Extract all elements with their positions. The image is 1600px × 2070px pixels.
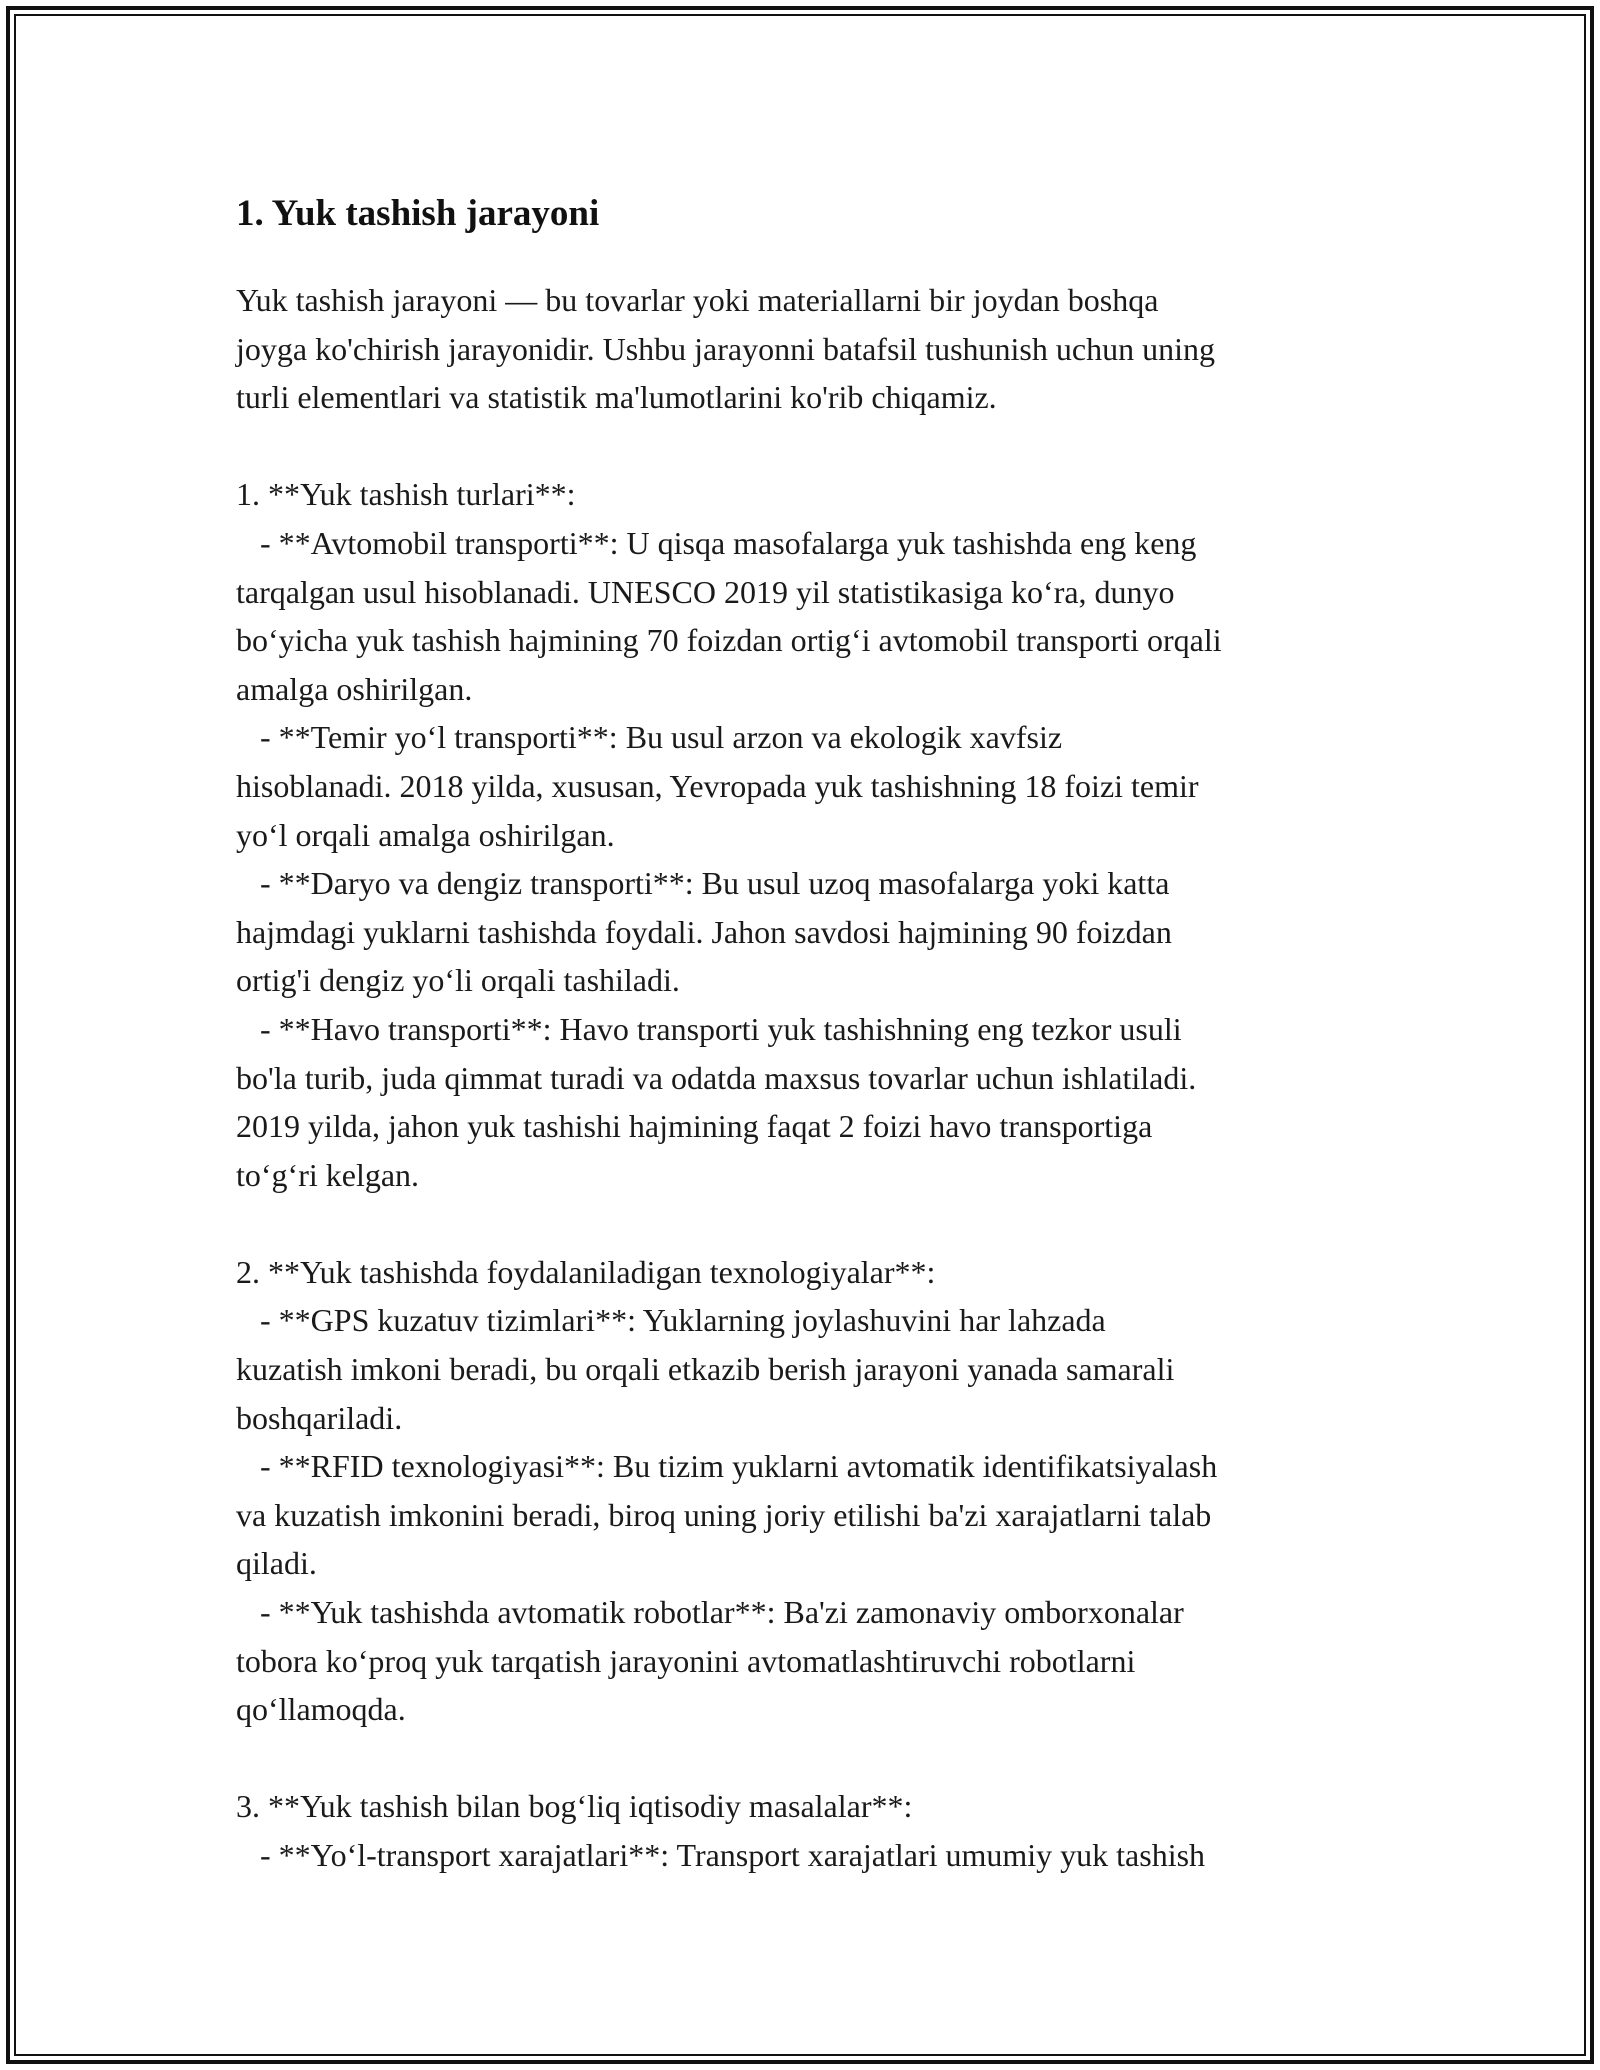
- document-title: 1. Yuk tashish jarayoni: [236, 193, 600, 234]
- document-body: Yuk tashish jarayoni — bu tovarlar yoki materiallarni bir joydan boshqa joyga ko'chirish jarayonidir. Ushbu jarayonni batafsil tushunish uchun uning turli elementlari va statistik ma'lumotlarini ko'rib chiqamiz. 1. **Yuk tashish turlari**: - **Avtomobil transporti**: U qisqa masofalarga yuk tashishda eng keng tarqalgan usul hisoblanadi. UNESCO 2019 yil statistikasiga koʻra, dunyo boʻyicha yuk tashish hajmining 70 foizdan ortigʻi avtomobil transporti orqali amalga oshirilgan. - **Temir yoʻl transporti**: Bu usul arzon va ekologik xavfsiz hisoblanadi. 2018 yilda, xususan, Yevropada yuk tashishning 18 foizi temir yoʻl orqali amalga oshirilgan. - **Daryo va dengiz transporti**: Bu usul uzoq masofalarga yoki katta hajmdagi yuklarni tashishda foydali. Jahon savdosi hajmining 90 foizdan ortig'i dengiz yoʻli orqali tashiladi. - **Havo transporti**: Havo transporti yuk tashishning eng tezkor usuli bo'la turib, juda qimmat turadi va odatda maxsus tovarlar uchun ishlatiladi. 2019 yilda, jahon yuk tashishi hajmining faqat 2 foizi havo transportiga toʻgʻri kelgan. 2. **Yuk tashishda foydalaniladigan texnologiyalar**: - **GPS kuzatuv tizimlari**: Yuklarning joylashuvini har lahzada kuzatish imkoni beradi, bu orqali etkazib berish jarayoni yanada samarali boshqariladi. - **RFID texnologiyasi**: Bu tizim yuklarni avtomatik identifikatsiyalash va kuzatish imkonini beradi, biroq uning joriy etilishi ba'zi xarajatlarni talab qiladi. - **Yuk tashishda avtomatik robotlar**: Ba'zi zamonaviy omborxonalar tobora koʻproq yuk tarqatish jarayonini avtomatlashtiruvchi robotlarni qoʻllamoqda. 3. **Yuk tashish bilan bogʻliq iqtisodiy masalalar**: - **Yoʻl-transport xarajatlari**: Transport xarajatlari umumiy yuk tashish: [236, 282, 1222, 1873]
- document-content: [236, 186, 1376, 1880]
